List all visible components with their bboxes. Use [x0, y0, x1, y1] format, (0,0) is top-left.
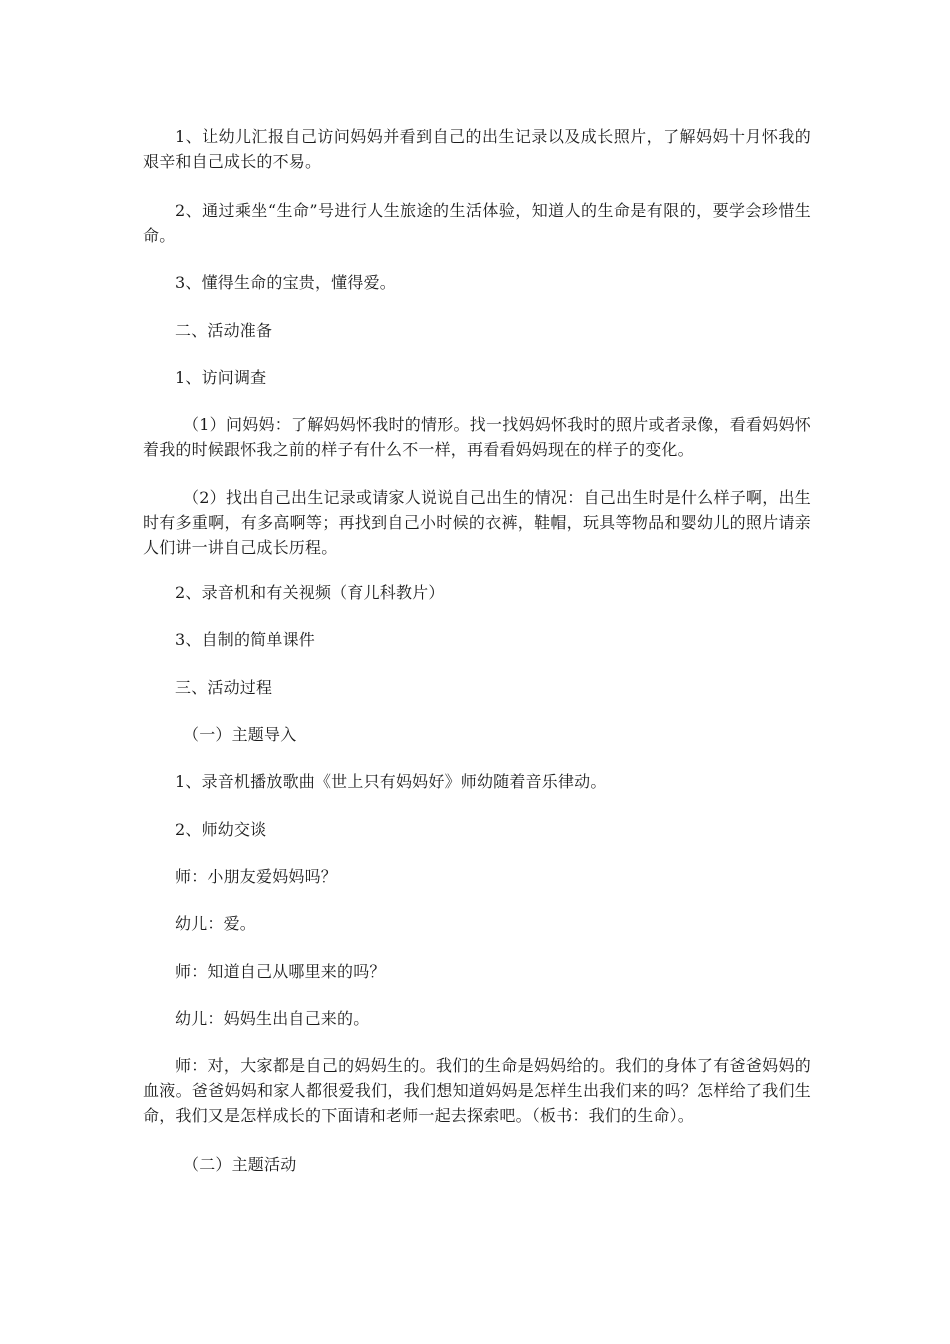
dialogue-child-1: 幼儿：爱。: [175, 914, 257, 933]
section-heading-process: 三、活动过程: [175, 678, 273, 697]
process-item-1-paragraph: 1、录音机播放歌曲《世上只有妈妈好》师幼随着音乐律动。: [175, 772, 607, 791]
prep-item-1-2-paragraph: （2）找出自己出生记录或请家人说说自己出生的情况：自己出生时是什么样子啊，出生时有多重啊，有多高啊等；再找到自己小时候的衣裤，鞋帽，玩具等物品和婴幼儿的照片请亲人们讲一讲自己成长历程。: [143, 488, 811, 557]
dialogue-teacher-2: 师：知道自己从哪里来的吗？: [175, 962, 386, 981]
prep-item-1-heading: 1、访问调查: [175, 368, 267, 387]
subsection-heading-intro: （一）主题导入: [183, 725, 297, 744]
goal-1-paragraph: 1、让幼儿汇报自己访问妈妈并看到自己的出生记录以及成长照片，了解妈妈十月怀我的艰辛和自己成长的不易。: [143, 127, 811, 171]
dialogue-teacher-3: 师：对，大家都是自己的妈妈生的。我们的生命是妈妈给的。我们的身体了有爸爸妈妈的血液。爸爸妈妈和家人都很爱我们，我们想知道妈妈是怎样生出我们来的吗？怎样给了我们生命，我们又是怎样成长的下面请和老师一起去探索吧。（板书：我们的生命）。: [143, 1056, 811, 1125]
prep-item-3-paragraph: 3、自制的简单课件: [175, 630, 315, 649]
dialogue-teacher-1: 师：小朋友爱妈妈吗？: [175, 867, 338, 886]
dialogue-child-2: 幼儿：妈妈生出自己来的。: [175, 1009, 370, 1028]
section-heading-preparation: 二、活动准备: [175, 321, 273, 340]
prep-item-2-paragraph: 2、录音机和有关视频（育儿科教片）: [175, 583, 445, 602]
process-item-2-heading: 2、师幼交谈: [175, 820, 267, 839]
goal-2-paragraph: 2、通过乘坐“生命”号进行人生旅途的生活体验，知道人的生命是有限的，要学会珍惜生命。: [143, 201, 811, 245]
goal-3-paragraph: 3、懂得生命的宝贵，懂得爱。: [175, 273, 396, 292]
subsection-heading-activity: （二）主题活动: [183, 1155, 297, 1174]
prep-item-1-1-paragraph: （1）问妈妈：了解妈妈怀我时的情形。找一找妈妈怀我时的照片或者录像，看看妈妈怀着我的时候跟怀我之前的样子有什么不一样，再看看妈妈现在的样子的变化。: [143, 415, 811, 459]
